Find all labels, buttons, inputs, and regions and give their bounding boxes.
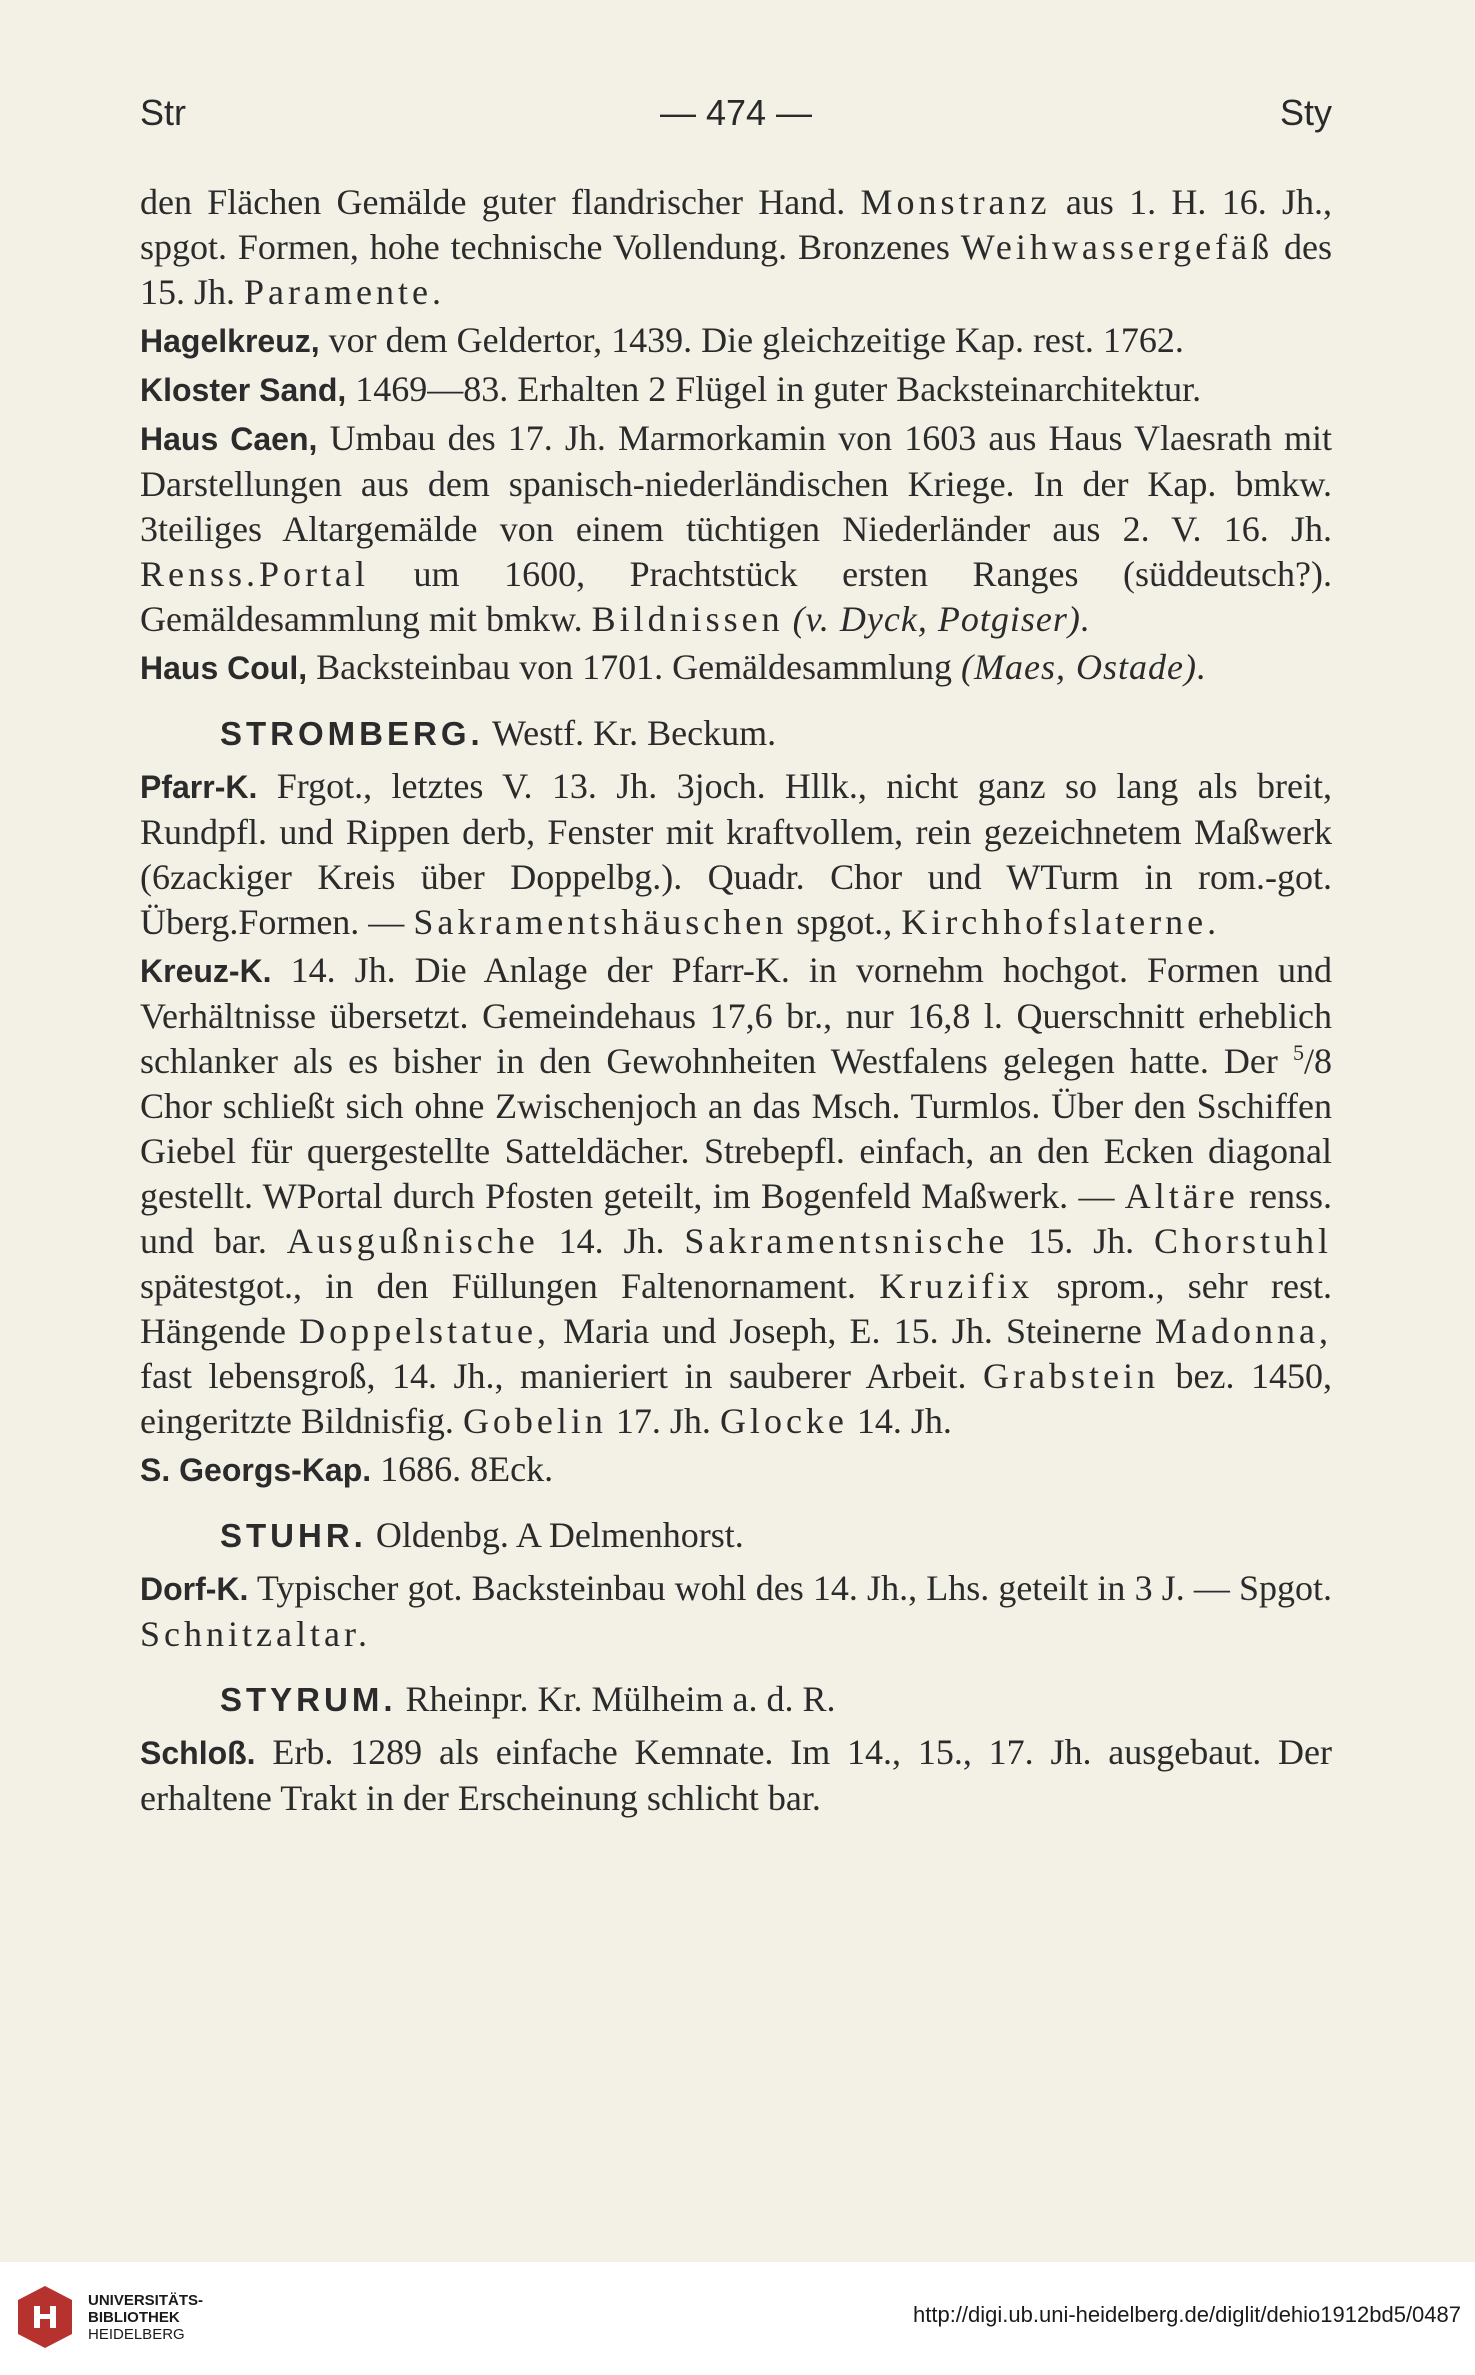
entry-kloster-sand: Kloster Sand, 1469—83. Erhalten 2 Flügel in guter Backsteinarchitektur. [140, 369, 1202, 409]
entry-hagelkreuz: Hagelkreuz, vor dem Geldertor, 1439. Die gleichzeitige Kap. rest. 1762. [140, 320, 1184, 360]
place-heading-stuhr: STUHR. Oldenbg. A Delmenhorst. [220, 1515, 744, 1555]
library-name: UNIVERSITÄTS- BIBLIOTHEK HEIDELBERG [88, 2292, 204, 2343]
page-number: — 474 — [659, 92, 813, 133]
entry-kreuz-k: Kreuz-K. 14. Jh. Die Anlage der Pfarr-K. in vornehm hochgot. Formen und Verhältnisse übersetzt. Gemeindehaus 17,6 br., nur 16,8 l. Querschnitt erheblich schlanker als es bisher in den Gewohnheiten Westfalens gelegen hatte. Der $^5$/8 Chor schließt sich ohne Zwischenjoch an das Msch. Turmlos. Über den Sschiffen Giebel für quergestellte Satteldächer. Strebepfl. einfach, an den Ecken diagonal gestellt. WPortal durch Pfosten geteilt, im Bogenfeld Maßwerk. — Altäre renss. und bar. Ausgußnische 14. Jh. Sakramentsnische 15. Jh. Chorstuhl spätestgot., in den Füllungen Faltenornament. Kruzifix sprom., sehr rest. Hängende Doppelstatue, Maria und Joseph, E. 15. Jh. Steinerne Madonna, fast lebensgroß, 14. Jh., manieriert in sauberer Arbeit. Grabstein bez. 1450, eingeritzte Bildnisfig. Gobelin 17. Jh. Glocke 14. Jh. [140, 950, 1333, 1441]
header-right: Sty [1279, 92, 1332, 133]
place-heading-styrum: STYRUM. Rheinpr. Kr. Mülheim a. d. R. [220, 1679, 836, 1719]
entry-schloss: Schloß. Erb. 1289 als einfache Kemnate. Im 14., 15., 17. Jh. ausgebaut. Der erhaltene Trakt in der Erscheinung schlicht bar. [140, 1732, 1332, 1818]
footer-bar [0, 2262, 1475, 2375]
library-seal-icon [16, 2284, 74, 2350]
entry-dorf-k: Dorf-K. Typischer got. Backsteinbau wohl des 14. Jh., Lhs. geteilt in 3 J. — Spgot. Schnitzaltar. [140, 1568, 1332, 1654]
paragraph-continuation: den Flächen Gemälde guter flandrischer Hand. Monstranz aus 1. H. 16. Jh., spgot. Formen, hohe technische Vollendung. Bronzenes Weihwassergefäß des 15. Jh. Paramente. [140, 182, 1333, 312]
place-heading-stromberg: STROMBERG. Westf. Kr. Beckum. [220, 713, 777, 753]
running-header [140, 92, 1332, 142]
body-text [140, 180, 1332, 1821]
entry-pfarr-k: Pfarr-K. Frgot., letztes V. 13. Jh. 3joch. Hllk., nicht ganz so lang als breit, Rundpfl. und Rippen derb, Fenster mit kraftvollem, rein gezeichnetem Maßwerk (6zackiger Kreis über Doppelbg.). Quadr. Chor und WTurm in rom.-got. Überg.Formen. — Sakramentshäuschen spgot., Kirchhofslaterne. [140, 766, 1333, 942]
entry-haus-caen: Haus Caen, Umbau des 17. Jh. Marmorkamin von 1603 aus Haus Vlaesrath mit Darstellungen aus dem spanisch-niederländischen Kriege. In der Kap. bmkw. 3teiliges Altargemälde von einem tüchtigen Niederländer aus 2. V. 16. Jh. Renss.Portal um 1600, Prachtstück ersten Ranges (süddeutsch?). Gemäldesammlung mit bmkw. Bildnissen (v. Dyck, Potgiser). [140, 418, 1333, 639]
entry-s-georgs-kap: S. Georgs-Kap. 1686. 8Eck. [140, 1449, 554, 1489]
source-url-link[interactable]: http://digi.ub.uni-heidelberg.de/diglit/dehio1912bd5/0487 [913, 2302, 1461, 2327]
entry-haus-coul: Haus Coul, Backsteinbau von 1701. Gemäldesammlung (Maes, Ostade). [140, 647, 1207, 687]
header-left: Str [140, 92, 187, 133]
